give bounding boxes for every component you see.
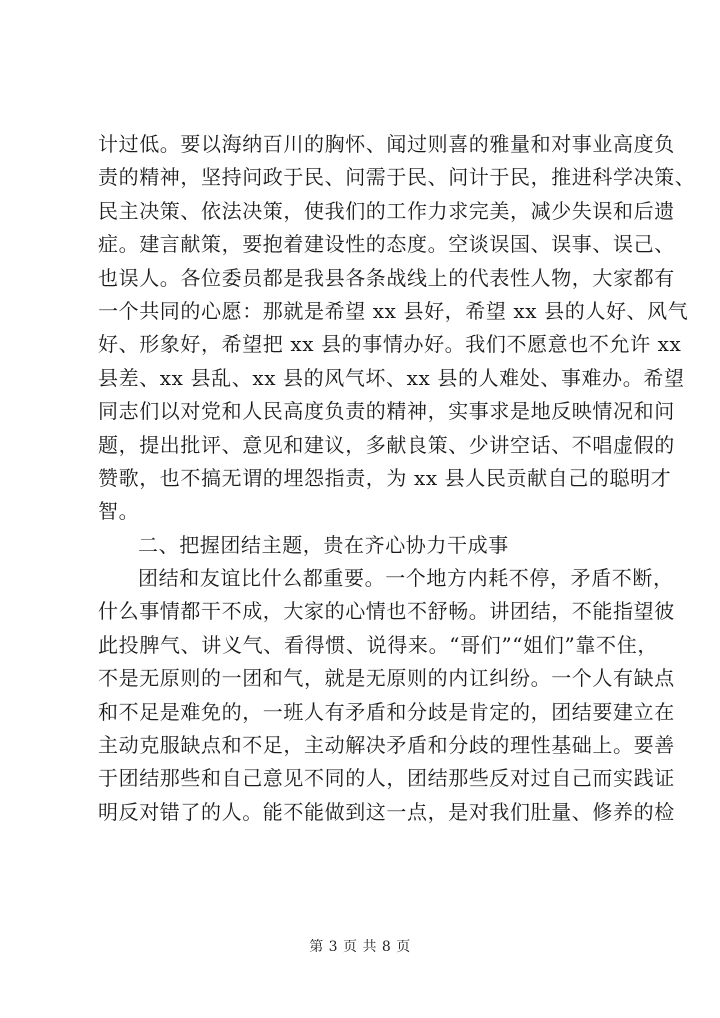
text-line: 题，提出批评、意见和建议，多献良策、少讲空话、不唱虚假的 [98,432,675,457]
text-line: 症。建言献策，要抱着建设性的态度。空谈误国、误事、误己、 [98,232,675,257]
text-line: 智。 [98,499,140,524]
text-line: 一个共同的心愿：那就是希望 xx 县好，希望 xx 县的人好、风气 [98,298,689,323]
text-line: 好、形象好，希望把 xx 县的事情办好。我们不愿意也不允许 xx [98,332,682,357]
text-line: 团结和友谊比什么都重要。一个地方内耗不停，矛盾不断， [138,566,674,591]
text-line: 主动克服缺点和不足，主动解决矛盾和分歧的理性基础上。要善 [98,733,675,758]
text-line: 也误人。各位委员都是我县各条战线上的代表性人物，大家都有 [98,265,675,290]
text-line: 和不足是难免的，一班人有矛盾和分歧是肯定的，团结要建立在 [98,699,675,724]
body-text [98,128,696,829]
section-heading: 二、把握团结主题，贵在齐心协力干成事 [138,532,509,557]
text-line: 计过低。要以海纳百川的胸怀、闻过则喜的雅量和对事业高度负 [98,132,675,156]
text-line: 县差、xx 县乱、xx 县的风气坏、xx 县的人难处、事难办。希望 [98,365,685,390]
page-number: 第 3 页 共 8 页 [309,939,411,955]
text-line: 民主决策、依法决策，使我们的工作力求完美，减少失误和后遗 [98,198,675,223]
text-line: 此投脾气、讲义气、看得惯、说得来。“哥们”“姐们”靠不住， [98,632,658,657]
text-line: 不是无原则的一团和气，就是无原则的内讧纠纷。一个人有缺点 [98,666,675,691]
text-line: 明反对错了的人。能不能做到这一点，是对我们肚量、修养的检 [98,799,675,824]
text-line: 什么事情都干不成，大家的心情也不舒畅。讲团结，不能指望彼 [98,599,675,624]
text-line: 于团结那些和自己意见不同的人，团结那些反对过自己而实践证 [98,766,675,791]
text-line: 同志们以对党和人民高度负责的精神，实事求是地反映情况和问 [98,399,675,424]
text-line: 责的精神，坚持问政于民、问需于民、问计于民，推进科学决策、 [98,165,696,190]
text-line: 赞歌，也不搞无谓的埋怨指责，为 xx 县人民贡献自己的聪明才 [98,465,672,490]
